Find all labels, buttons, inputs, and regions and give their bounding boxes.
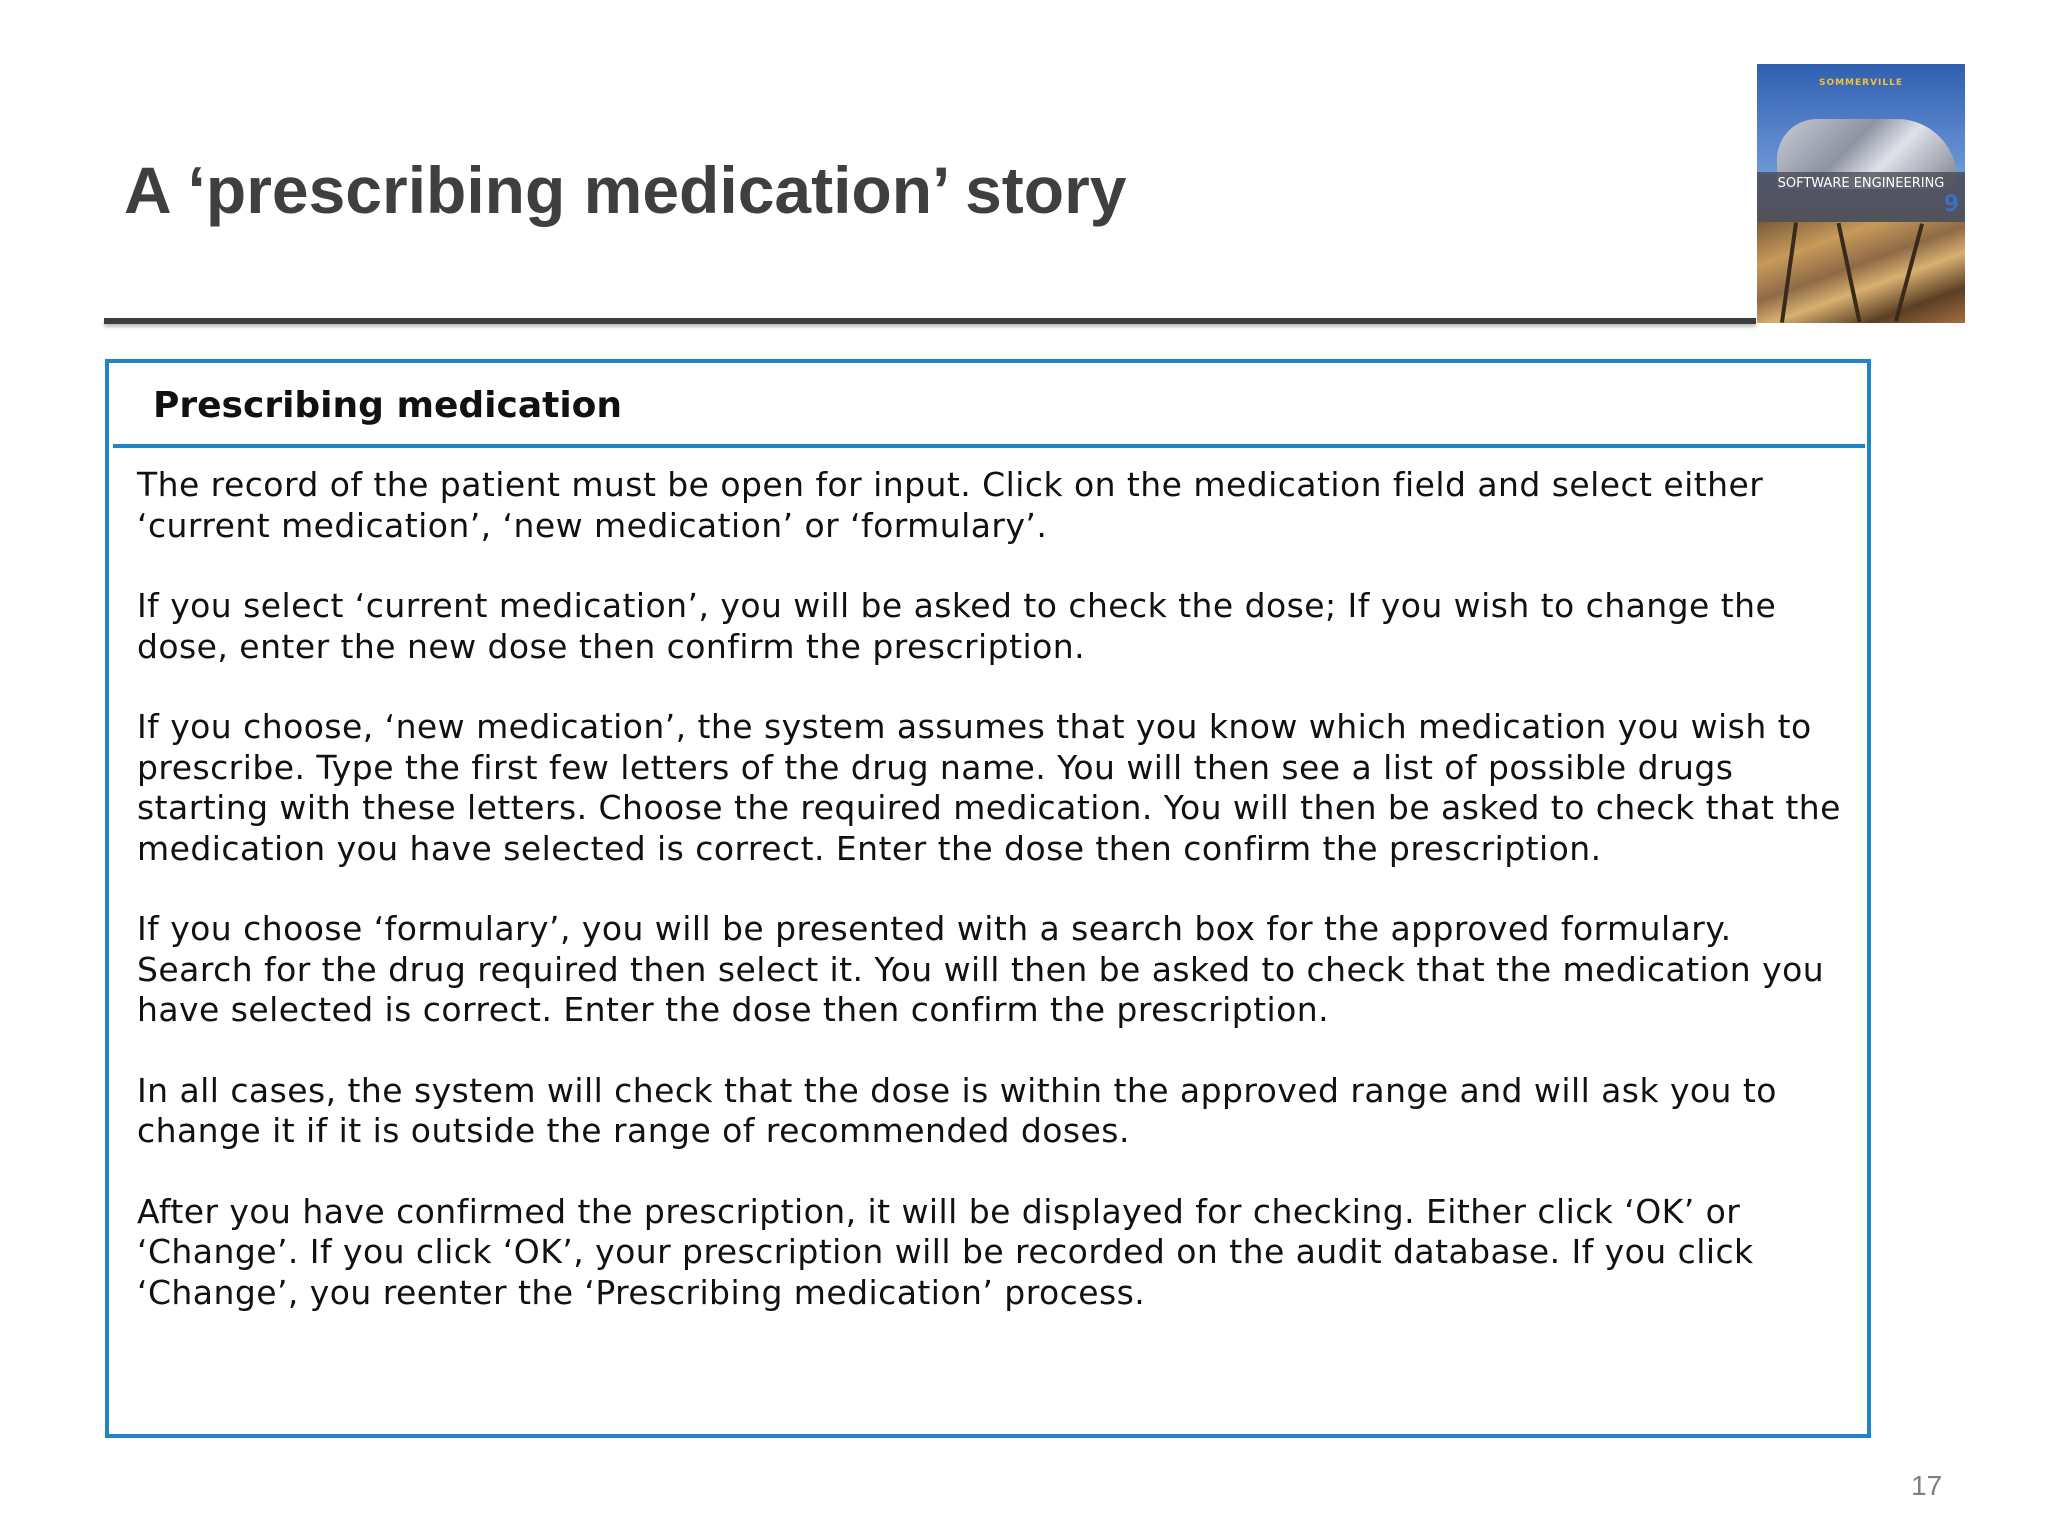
story-paragraph: The record of the patient must be open for input. Click on the medication field and select either ‘current medication’, ‘new medication’ or ‘formulary’. (137, 465, 1764, 545)
story-heading: Prescribing medication (153, 385, 623, 426)
page-number: 17 (1911, 1470, 1943, 1501)
story-paragraph: If you choose ‘formulary’, you will be presented with a search box for the approved formulary. Search for the drug required then select it. You will then be asked to check that the medication you have selected is correct. Enter the dose then confirm the prescription. (137, 909, 1825, 1029)
book-cover-image (1757, 64, 1965, 323)
story-paragraph: If you choose, ‘new medication’, the system assumes that you know which medication you wish to prescribe. Type the first few letters of the drug name. You will then see a list of possible drugs starting with these letters. Choose the required medication. You will then be asked to check that the medication you have selected is correct. Enter the dose then confirm the prescription. (137, 707, 1841, 868)
story-divider (113, 444, 1865, 448)
story-body (137, 465, 1857, 1353)
story-paragraph: If you select ‘current medication’, you will be asked to check the dose; If you wish to change the dose, enter the new dose then confirm the prescription. (137, 586, 1777, 666)
cover-strut (1894, 223, 1924, 322)
story-paragraph: In all cases, the system will check that the dose is within the approved range and will ask you to change it if it is outside the range of recommended doses. (137, 1070, 1777, 1150)
cover-structure (1757, 222, 1965, 323)
slide-title: A ‘prescribing medication’ story (124, 153, 1127, 227)
cover-strut (1780, 222, 1798, 323)
cover-strut (1837, 223, 1862, 323)
cover-title: SOFTWARE ENGINEERING (1777, 176, 1945, 191)
story-box (105, 359, 1871, 1438)
story-paragraph: After you have confirmed the prescription, it will be displayed for checking. Either click ‘OK’ or ‘Change’. If you click ‘OK’, your prescription will be recorded on the audit database. If you click ‘Change’, you reenter the ‘Prescribing medication’ process. (137, 1191, 1754, 1312)
cover-author: SOMMERVILLE (1818, 78, 1904, 88)
cover-edition: 9 (1943, 192, 1959, 217)
title-underline (104, 318, 1756, 324)
